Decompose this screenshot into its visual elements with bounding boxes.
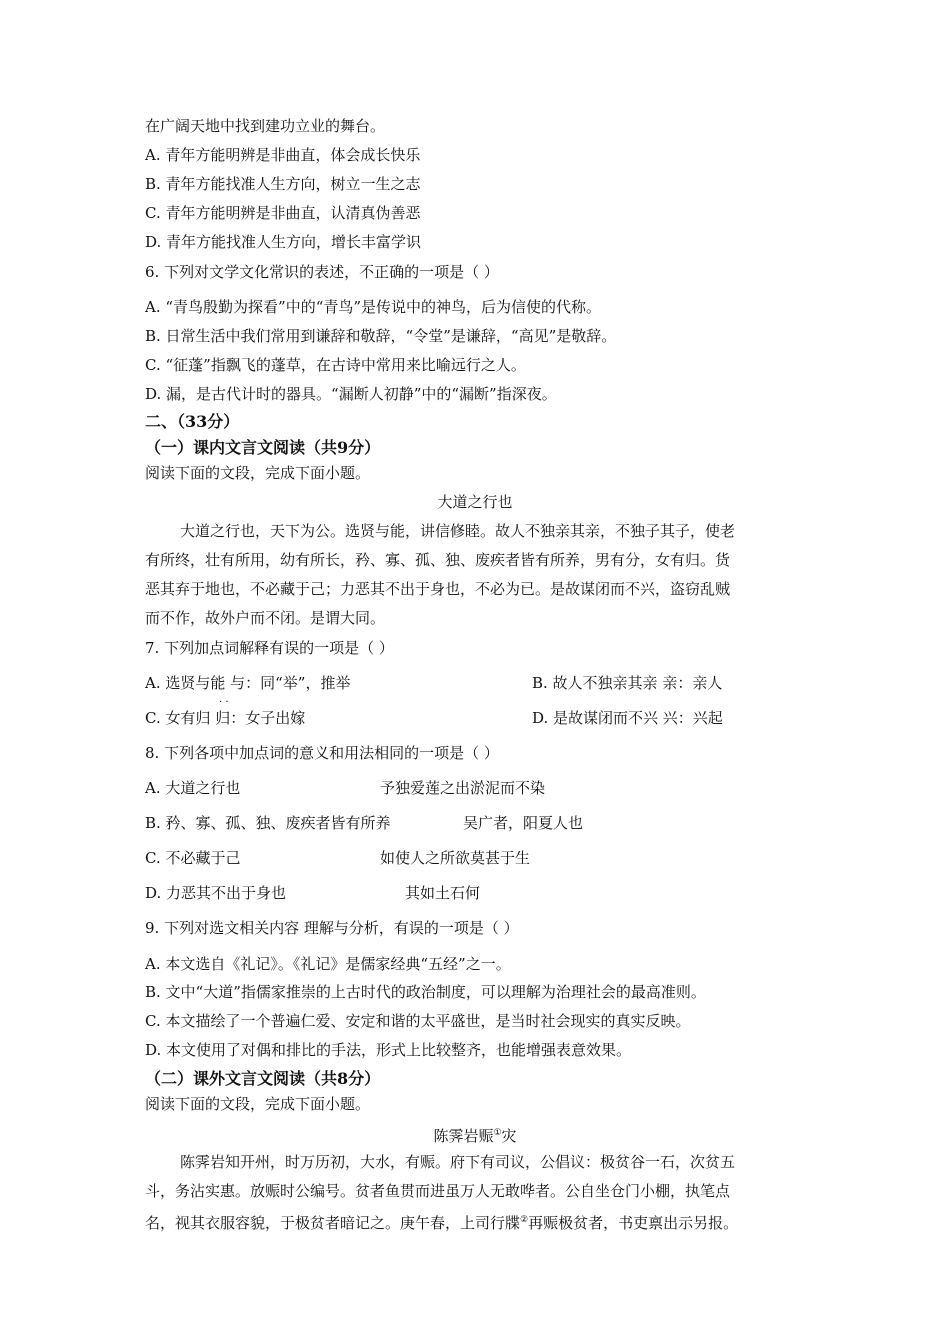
passage-2-title: [0, 1124, 950, 1145]
q9-option-d: D. 本文使用了对偶和排比的手法，形式上比较整齐，也能增强表意效果。: [145, 1041, 632, 1059]
part-2-instruction: 阅读下面的文段，完成下面小题。: [145, 1095, 371, 1113]
q8-option-a-right: 予独爱莲之出淤泥而不染: [380, 779, 546, 797]
passage-2-line: 斗，务沾实惠。放赈时公编号。贫者鱼贯而进虽万人无敢哗者。公自坐仓门小棚，执笔点: [145, 1182, 731, 1200]
passage-2-line-3a: 名，视其衣服容貌，于极贫者暗记之。庚午春，上司行牒: [145, 1214, 521, 1232]
part-1-heading: （一）课内文言文阅读（共9分）: [145, 438, 381, 457]
q5-option-a: A. 青年方能明辨是非曲直，体会成长快乐: [145, 146, 421, 164]
q5-option-d: D. 青年方能找准人生方向，增长丰富学识: [145, 233, 422, 251]
q6-option-d: D. 漏，是古代计时的器具。“漏断人初静”中的“漏断”指深夜。: [145, 385, 557, 403]
passage-1-line: 有所终，壮有所用，幼有所长，矜、寡、孤、独、废疾者皆有所养，男有分，女有归。货: [145, 551, 731, 569]
emphasis-dots-mark: · ·: [219, 697, 229, 708]
q8-option-c-left: C. 不必藏于己: [145, 849, 241, 867]
q8-option-b-right: 吴广者，阳夏人也: [463, 814, 584, 832]
q6-option-b: B. 日常生活中我们常用到谦辞和敬辞，“令堂”是谦辞，“高见”是敬辞。: [145, 327, 617, 345]
passage-1-line: 恶其弃于地也，不必藏于己；力恶其不出于身也，不必为已。是故谋闭而不兴，盗窃乱贼: [145, 580, 731, 598]
passage-2-title-end: 灾: [501, 1127, 517, 1145]
section-2-heading: 二、（33分）: [145, 412, 240, 431]
q7-stem: 7. 下列加点词解释有误的一项是（ ）: [145, 639, 394, 657]
q8-option-c-right: 如使人之所欲莫甚于生: [380, 849, 531, 867]
part-1-instruction: 阅读下面的文段，完成下面小题。: [145, 464, 371, 482]
q5-option-c: C. 青年方能明辨是非曲直，认清真伪善恶: [145, 204, 421, 222]
passage-2-title-main: 陈霁岩赈: [433, 1127, 494, 1145]
q9-option-a: A. 本文选自《礼记》。《礼记》是儒家经典“五经”之一。: [145, 955, 511, 973]
footnote-marker: ②: [520, 1215, 529, 1225]
q9-option-c: C. 本文描绘了一个普遍仁爱、安定和谐的太平盛世，是当时社会现实的真实反映。: [145, 1012, 691, 1030]
passage-2-line-3b: 再赈极贫者，书吏禀出示另报。: [528, 1214, 739, 1232]
q7-option-c: C. 女有归 归：女子出嫁: [145, 709, 306, 727]
q6-option-c: C. “征蓬”指飘飞的蓬草，在古诗中常用来比喻远行之人。: [145, 356, 526, 374]
q5-option-b: B. 青年方能找准人生方向，树立一生之志: [145, 175, 421, 193]
q8-option-b-left: B. 矜、寡、孤、独、废疾者皆有所养: [145, 814, 391, 832]
q9-stem: 9. 下列对选文相关内容 理解与分析，有误的一项是（ ）: [145, 919, 519, 937]
q8-option-d-left: D. 力恶其不出于身也: [145, 884, 287, 902]
part-2-heading: （二）课外文言文阅读（共8分）: [145, 1069, 381, 1088]
q9-option-b: B. 文中“大道”指儒家推崇的上古时代的政治制度，可以理解为治理社会的最高准则。: [145, 983, 706, 1001]
passage-2-line: [145, 1211, 738, 1232]
q6-stem: 6. 下列对文学文化常识的表述，不正确的一项是（ ）: [145, 263, 499, 281]
q8-option-a-left: A. 大道之行也: [145, 779, 241, 797]
q5-tail-text: 在广阔天地中找到建功立业的舞台。: [145, 117, 386, 135]
q6-option-a: A. “青鸟殷勤为探看”中的“青鸟”是传说中的神鸟，后为信使的代称。: [145, 298, 602, 316]
passage-2-line: 陈霁岩知开州，时万历初，大水，有赈。府下有司议，公倡议：极贫谷一石，次贫五: [180, 1153, 736, 1171]
passage-1-line: 大道之行也，天下为公。选贤与能，讲信修睦。故人不独亲其亲，不独子其子，使老: [180, 522, 736, 540]
q7-option-b: B. 故人不独亲其亲 亲：亲人: [532, 674, 723, 692]
q8-option-d-right: 其如土石何: [405, 884, 481, 902]
passage-1-title: 大道之行也: [437, 493, 513, 511]
q7-option-a: A. 选贤与能 与：同“举”，推举: [145, 674, 351, 692]
footnote-marker: ①: [493, 1128, 502, 1138]
q7-option-d: D. 是故谋闭而不兴 兴：兴起: [532, 709, 723, 727]
passage-1-line: 而不作，故外户而不闭。是谓大同。: [145, 609, 386, 627]
q8-stem: 8. 下列各项中加点词的意义和用法相同的一项是（ ）: [145, 744, 499, 762]
